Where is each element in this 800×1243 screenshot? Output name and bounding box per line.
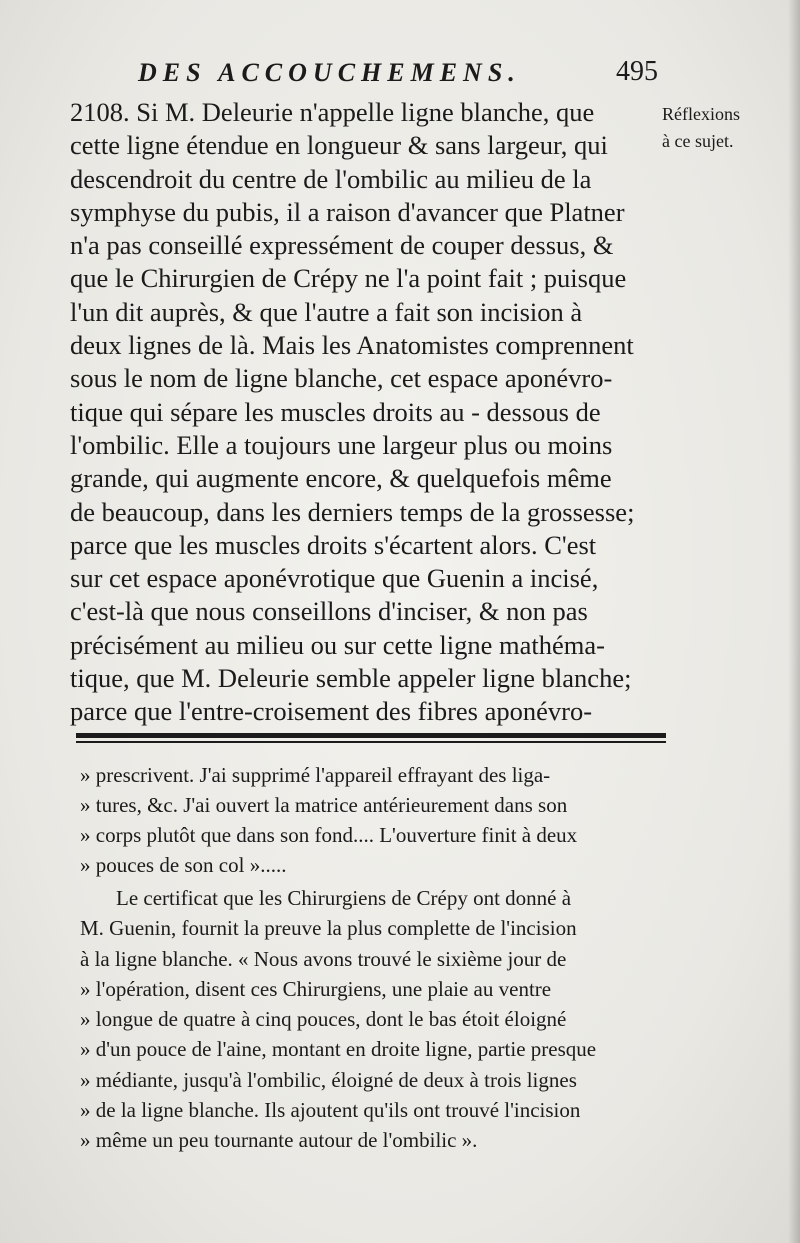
footnote-divider xyxy=(76,733,666,745)
text-line: c'est-là que nous conseillons d'inciser, & non pas xyxy=(70,596,588,627)
text-line: l'un dit auprès, & que l'autre a fait son incision à xyxy=(70,296,583,327)
text-line: précisément au milieu ou sur cette ligne mathéma- xyxy=(70,629,605,660)
footnote-quote xyxy=(80,760,668,880)
margin-note xyxy=(662,101,792,155)
footnote-certificate xyxy=(80,883,668,1156)
footnote-line: » l'opération, disent ces Chirurgiens, une plaie au ventre xyxy=(80,976,552,1001)
text-line: grande, qui augmente encore, & quelquefois même xyxy=(70,463,612,494)
text-line: symphyse du pubis, il a raison d'avancer que Platner xyxy=(70,196,625,227)
text-line: deux lignes de là. Mais les Anatomistes comprennent xyxy=(70,330,634,361)
footnote-line: » pouces de son col »..... xyxy=(80,853,287,877)
text-line: sous le nom de ligne blanche, cet espace aponévro- xyxy=(70,363,613,394)
footnote-line: » même un peu tournante autour de l'ombilic ». xyxy=(80,1128,478,1153)
text-line: que le Chirurgien de Crépy ne l'a point fait ; puisque xyxy=(70,263,627,294)
footnote-line: » tures, &c. J'ai ouvert la matrice antérieurement dans son xyxy=(80,793,568,817)
footnote-line: Le certificat que les Chirurgiens de Crépy ont donné à xyxy=(116,886,572,910)
divider-thick-rule xyxy=(76,733,666,738)
margin-note-line: à ce sujet. xyxy=(662,131,734,151)
page-number: 495 xyxy=(616,56,658,87)
text-line: descendroit du centre de l'ombilic au milieu de la xyxy=(70,163,592,194)
footnote-line: » corps plutôt que dans son fond.... L'ouverture finit à deux xyxy=(80,823,578,847)
footnote-line: à la ligne blanche. « Nous avons trouvé le sixième jour de xyxy=(80,946,567,971)
footnote-line: » d'un pouce de l'aine, montant en droite ligne, partie presque xyxy=(80,1037,597,1062)
footnote-line: » longue de quatre à cinq pouces, dont le bas étoit éloigné xyxy=(80,1007,567,1032)
text-line: parce que l'entre-croisement des fibres aponévro- xyxy=(70,696,593,727)
text-line: tique, que M. Deleurie semble appeler ligne blanche; xyxy=(70,663,632,694)
page-header xyxy=(138,58,658,92)
page-edge-shadow xyxy=(788,0,800,1243)
text-line: de beaucoup, dans les derniers temps de la grossesse; xyxy=(70,496,635,527)
main-paragraph xyxy=(70,96,655,729)
text-line: 2108. Si M. Deleurie n'appelle ligne blanche, que xyxy=(70,97,595,127)
text-line: tique qui sépare les muscles droits au - dessous de xyxy=(70,396,601,427)
footnote-line: » médiante, jusqu'à l'ombilic, éloigné de deux à trois lignes xyxy=(80,1067,577,1092)
text-line: l'ombilic. Elle a toujours une largeur plus ou moins xyxy=(70,429,613,460)
text-line: n'a pas conseillé expressément de couper dessus, & xyxy=(70,230,614,261)
divider-thin-rule xyxy=(76,741,666,743)
margin-note-line: Réflexions xyxy=(662,104,740,124)
footnote-line: » de la ligne blanche. Ils ajoutent qu'ils ont trouvé l'incision xyxy=(80,1098,581,1123)
footnote-line: » prescrivent. J'ai supprimé l'appareil effrayant des liga- xyxy=(80,763,551,787)
text-line: cette ligne étendue en longueur & sans largeur, qui xyxy=(70,130,608,161)
text-line: parce que les muscles droits s'écartent alors. C'est xyxy=(70,529,597,560)
footnote-line: M. Guenin, fournit la preuve la plus complette de l'incision xyxy=(80,916,577,941)
text-line: sur cet espace aponévrotique que Guenin a incisé, xyxy=(70,563,599,594)
running-head: DES ACCOUCHEMENS. xyxy=(138,58,521,87)
